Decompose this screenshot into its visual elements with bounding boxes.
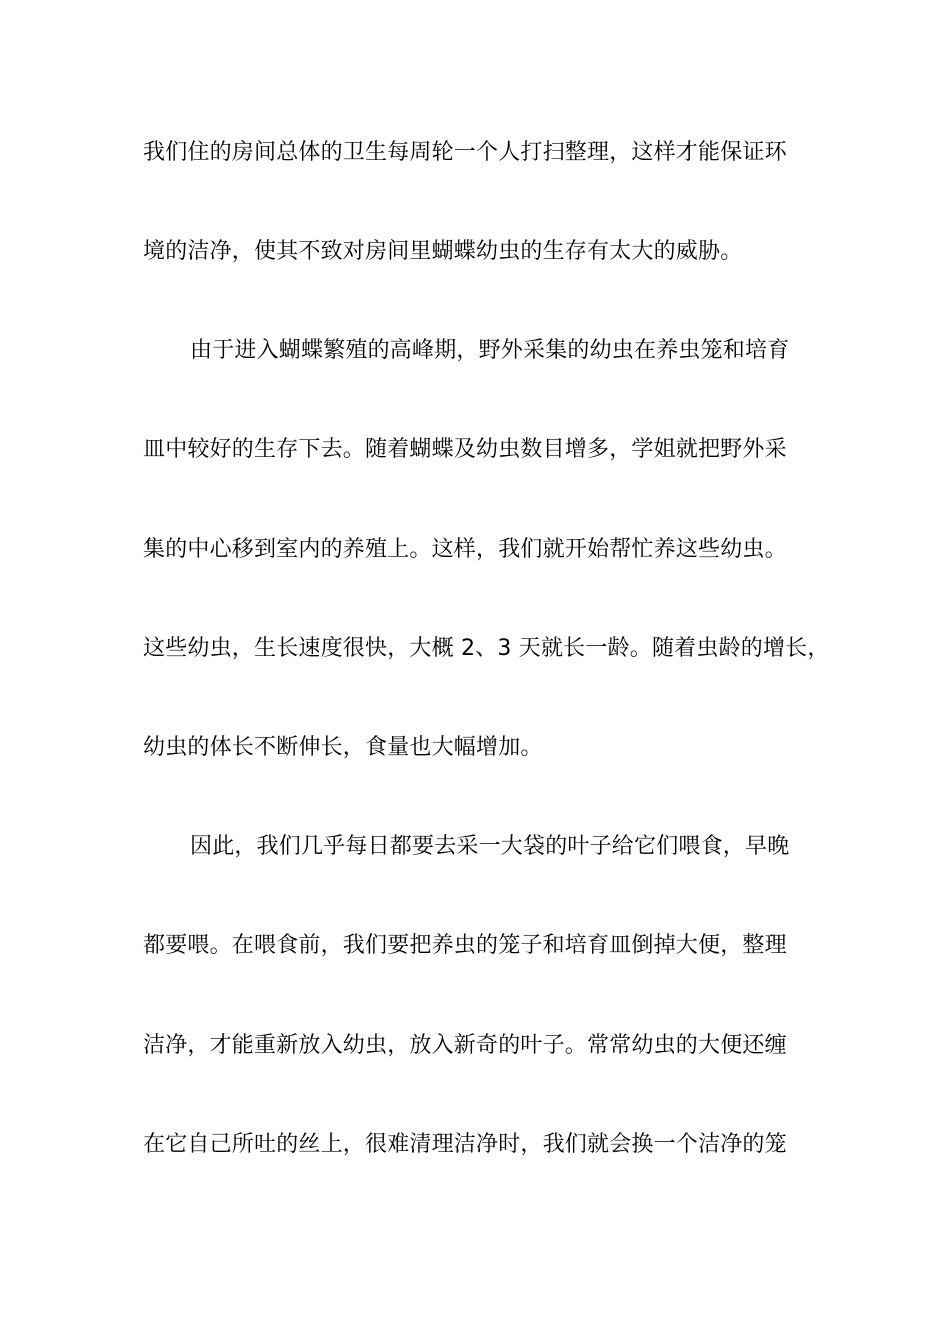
text-line: 这些幼虫，生长速度很快，大概 2、3 天就长一龄。随着虫龄的增长， (143, 636, 830, 661)
text-line: 幼虫的体长不断伸长，食量也大幅增加。 (143, 735, 543, 760)
text-line: 境的洁净，使其不致对房间里蝴蝶幼虫的生存有太大的威胁。 (143, 239, 743, 264)
paragraph-start-line: 由于进入蝴蝶繁殖的高峰期，野外采集的幼虫在养虫笼和培育 (190, 338, 790, 363)
text-line: 皿中较好的生存下去。随着蝴蝶及幼虫数目增多，学姐就把野外采 (143, 437, 787, 462)
text-line: 洁净，才能重新放入幼虫，放入新奇的叶子。常常幼虫的大便还缠 (143, 1033, 787, 1058)
paragraph-start-line: 因此，我们几乎每日都要去采一大袋的叶子给它们喂食，早晚 (190, 834, 790, 859)
text-line: 集的中心移到室内的养殖上。这样，我们就开始帮忙养这些幼虫。 (143, 537, 787, 562)
text-line: 我们住的房间总体的卫生每周轮一个人打扫整理，这样才能保证环 (143, 140, 787, 165)
text-line: 都要喂。在喂食前，我们要把养虫的笼子和培育皿倒掉大便，整理 (143, 933, 787, 958)
text-line: 在它自己所吐的丝上，很难清理洁净时，我们就会换一个洁净的笼 (143, 1132, 787, 1157)
